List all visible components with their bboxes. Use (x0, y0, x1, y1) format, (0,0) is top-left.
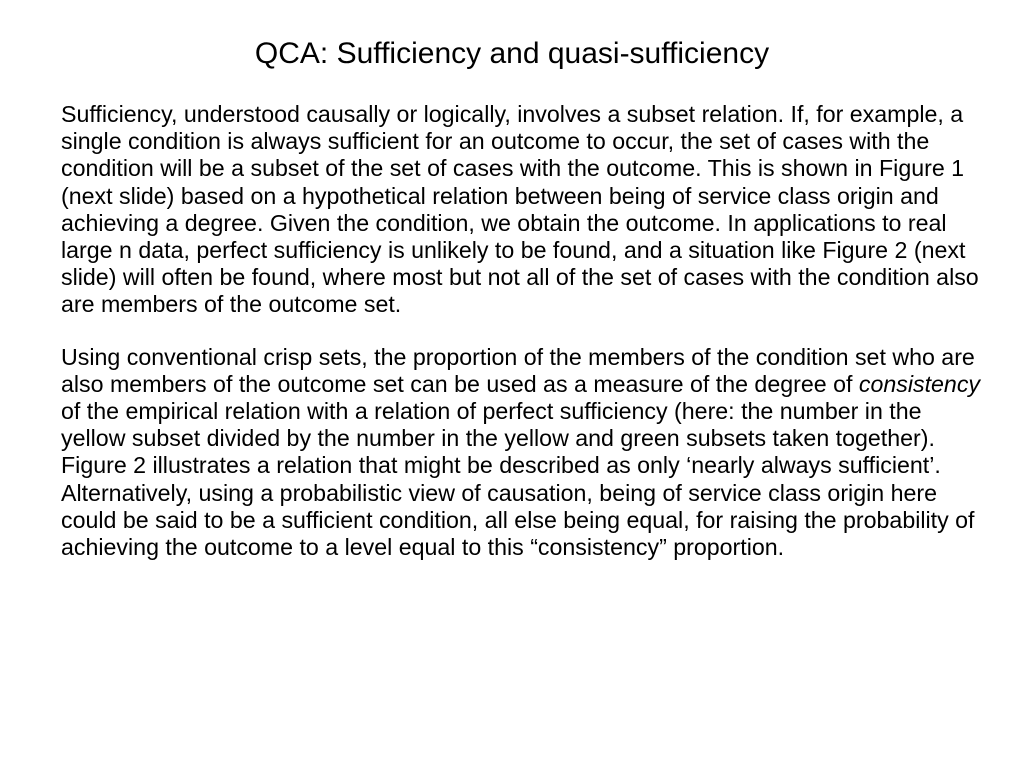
paragraph-consistency-text-start: Using conventional crisp sets, the proportion of the members of the condition set who are also members of the outcome set can be used as a measure of the degree of (61, 343, 975, 397)
paragraph-consistency-text-end: of the empirical relation with a relation of perfect sufficiency (here: the number in the yellow subset divided by the number in the yellow and green subsets taken together). Figure 2 illustrates a relation that might be described as only ‘nearly always sufficient’. Alternatively, using a probabilistic view of causation, being of service class origin here could be said to be a sufficient condition, all else being equal, for raising the probability of achieving the outcome to a level equal to this “consistency” proportion. (61, 398, 975, 561)
paragraph-sufficiency: Sufficiency, understood causally or logically, involves a subset relation. If, for example, a single condition is always sufficient for an outcome to occur, the set of cases with the condition will be a subset of the set of cases with the outcome. This is shown in Figure 1 (next slide) based on a hypothetical relation between being of service class origin and achieving a degree. Given the condition, we obtain the outcome. In applications to real large n data, perfect sufficiency is unlikely to be found, and a situation like Figure 2 (next slide) will often be found, where most but not all of the set of cases with the condition also are members of the outcome set. (61, 101, 979, 318)
slide-body (61, 101, 981, 561)
consistency-emphasis: consistency (858, 370, 981, 397)
paragraph-consistency (61, 344, 981, 562)
slide-title: QCA: Sufficiency and quasi-sufficiency (254, 37, 770, 70)
